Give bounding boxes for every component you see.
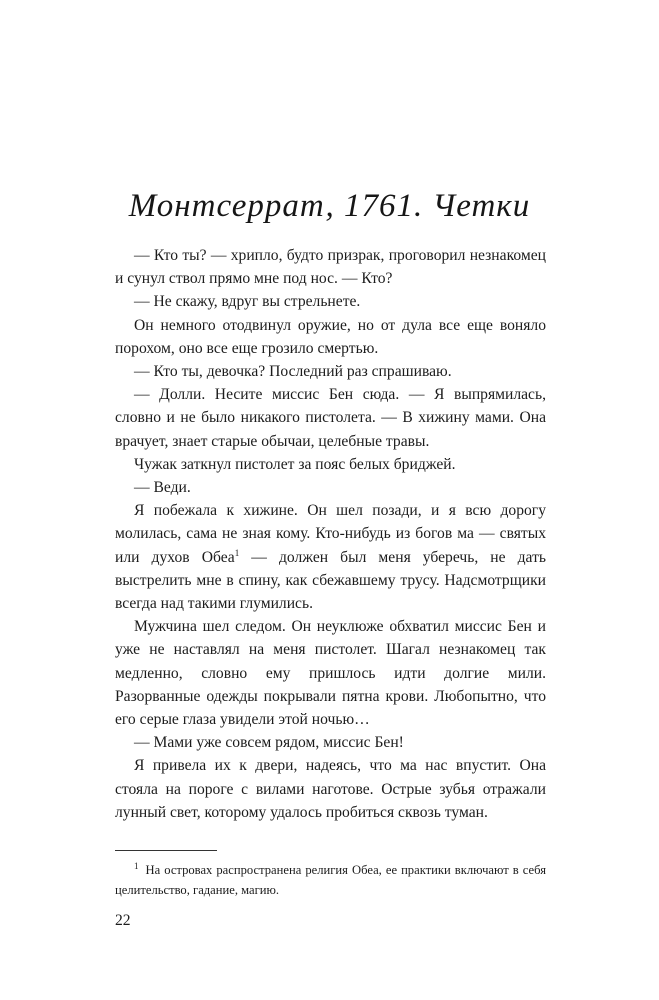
paragraph: Он немного отодвинул оружие, но от дула все еще воняло порохом, оно все еще грозило смертью. xyxy=(115,316,546,357)
footnote xyxy=(115,856,546,900)
footnote-reference[interactable]: 1 xyxy=(234,547,240,558)
paragraph: Мужчина шел следом. Он неуклюже обхватил миссис Бен и уже не наставлял на меня пистолет. Шагал незнакомец так медленно, словно ему пришлось идти долгие мили. Разорванные одежды покрывали пятна крови. Любопытно, что его серые глаза увидели этой ночью… xyxy=(115,618,546,729)
footnote-marker: 1 xyxy=(134,861,139,871)
paragraph: — Мами уже совсем рядом, миссис Бен! xyxy=(134,734,404,752)
footnote-text: На островах распространена религия Обеа, ее практики включают в себя целительство, гадание, магию. xyxy=(115,863,546,897)
paragraph: — Кто ты, девочка? Последний раз спрашиваю. xyxy=(134,363,452,381)
paragraph-text: Я побежала к хижине. Он шел позади, и я всю дорогу молилась, сама не зная кому. Кто-нибудь из богов ма — святых или духов Обеа xyxy=(115,502,546,566)
paragraph: — Веди. xyxy=(134,479,191,497)
page-number: 22 xyxy=(115,912,131,929)
paragraph-text: — должен был меня уберечь, не дать выстрелить мне в спину, как сбежавшему трусу. Надсмотрщики всегда над такими глумились. xyxy=(115,548,547,613)
paragraph: — Долли. Несите миссис Бен сюда. — Я выпрямилась, словно и не было никакого пистолета. — В хижину мами. Она врачует, знает старые обычаи, целебные травы. xyxy=(115,386,546,450)
paragraph: Чужак заткнул пистолет за пояс белых бриджей. xyxy=(134,455,456,473)
paragraph: Я привела их к двери, надеясь, что ма нас впустит. Она стояла на пороге с вилами наготове. Острые зубья отражали лунный свет, которому удалось пробиться сквозь туман. xyxy=(115,757,546,821)
body-text xyxy=(115,244,546,824)
chapter-title: Монтсеррат, 1761. Четки xyxy=(128,188,531,224)
footnote-divider xyxy=(115,850,217,851)
paragraph: — Не скажу, вдруг вы стрельнете. xyxy=(134,293,361,311)
paragraph-with-footnote xyxy=(115,499,546,615)
paragraph: — Кто ты? — хрипло, будто призрак, проговорил незнакомец и сунул ствол прямо мне под нос. — Кто? xyxy=(115,247,546,288)
